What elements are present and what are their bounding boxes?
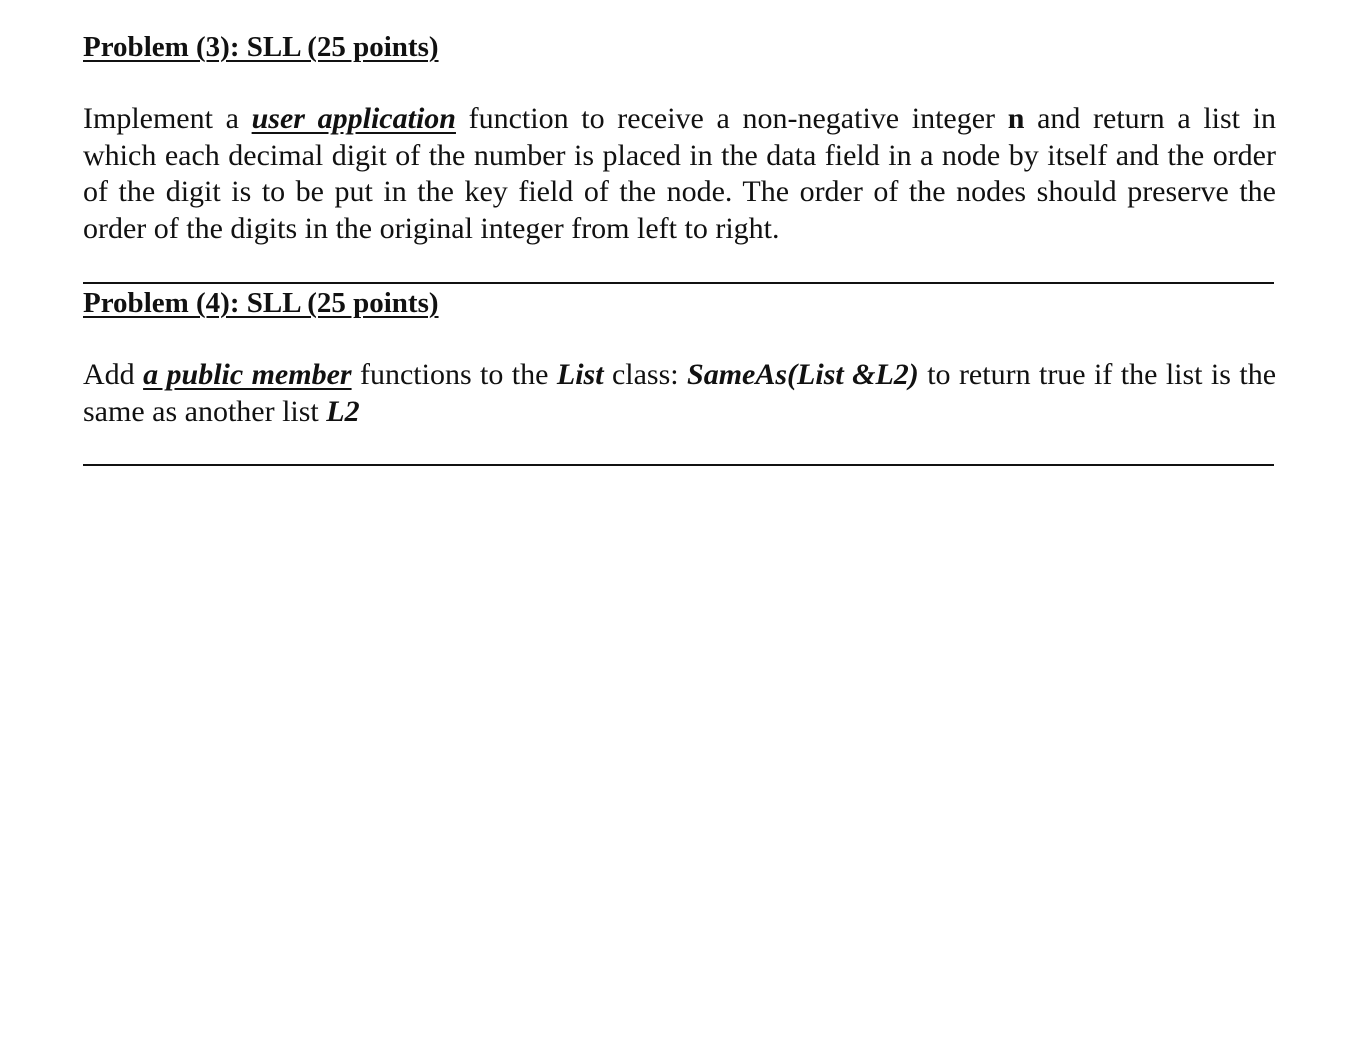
problem-4-function-signature: SameAs(List &L2) [687, 358, 919, 391]
problem-3-text-3: and return a list in which each decimal digit of the number is placed in the data field in a node by itself and the order of the digit is to be put in the key field of the node. The order of the nodes should preserve the order of the digits in the original integer from left to right. [83, 102, 1276, 245]
problem-4-text-1: Add [83, 358, 144, 391]
problem-3-text-2: function to receive a non-negative integer [455, 102, 1008, 135]
problem-4-text-4: to return true if the list is the same as another list [83, 358, 1277, 428]
problem-3-description [83, 101, 1276, 247]
problem-4-text-2: functions to the [351, 358, 557, 391]
section-divider-2 [83, 464, 1274, 466]
problem-3-emphasis-user-application: user application [251, 102, 456, 135]
problem-4-heading: Problem (4): SLL (25 points) [83, 287, 439, 319]
problem-4-list-l2: L2 [326, 394, 360, 428]
section-divider-1 [83, 282, 1274, 284]
problem-3-text-1: Implement a [83, 102, 252, 135]
problem-4-class-name-list: List [556, 358, 604, 391]
problem-3-variable-n: n [1007, 102, 1025, 135]
problem-3-heading: Problem (3): SLL (25 points) [83, 31, 439, 63]
problem-4-text-3: class: [603, 358, 688, 391]
problem-4-emphasis-public-member: a public member [143, 358, 352, 391]
problem-4-description [83, 357, 1276, 430]
